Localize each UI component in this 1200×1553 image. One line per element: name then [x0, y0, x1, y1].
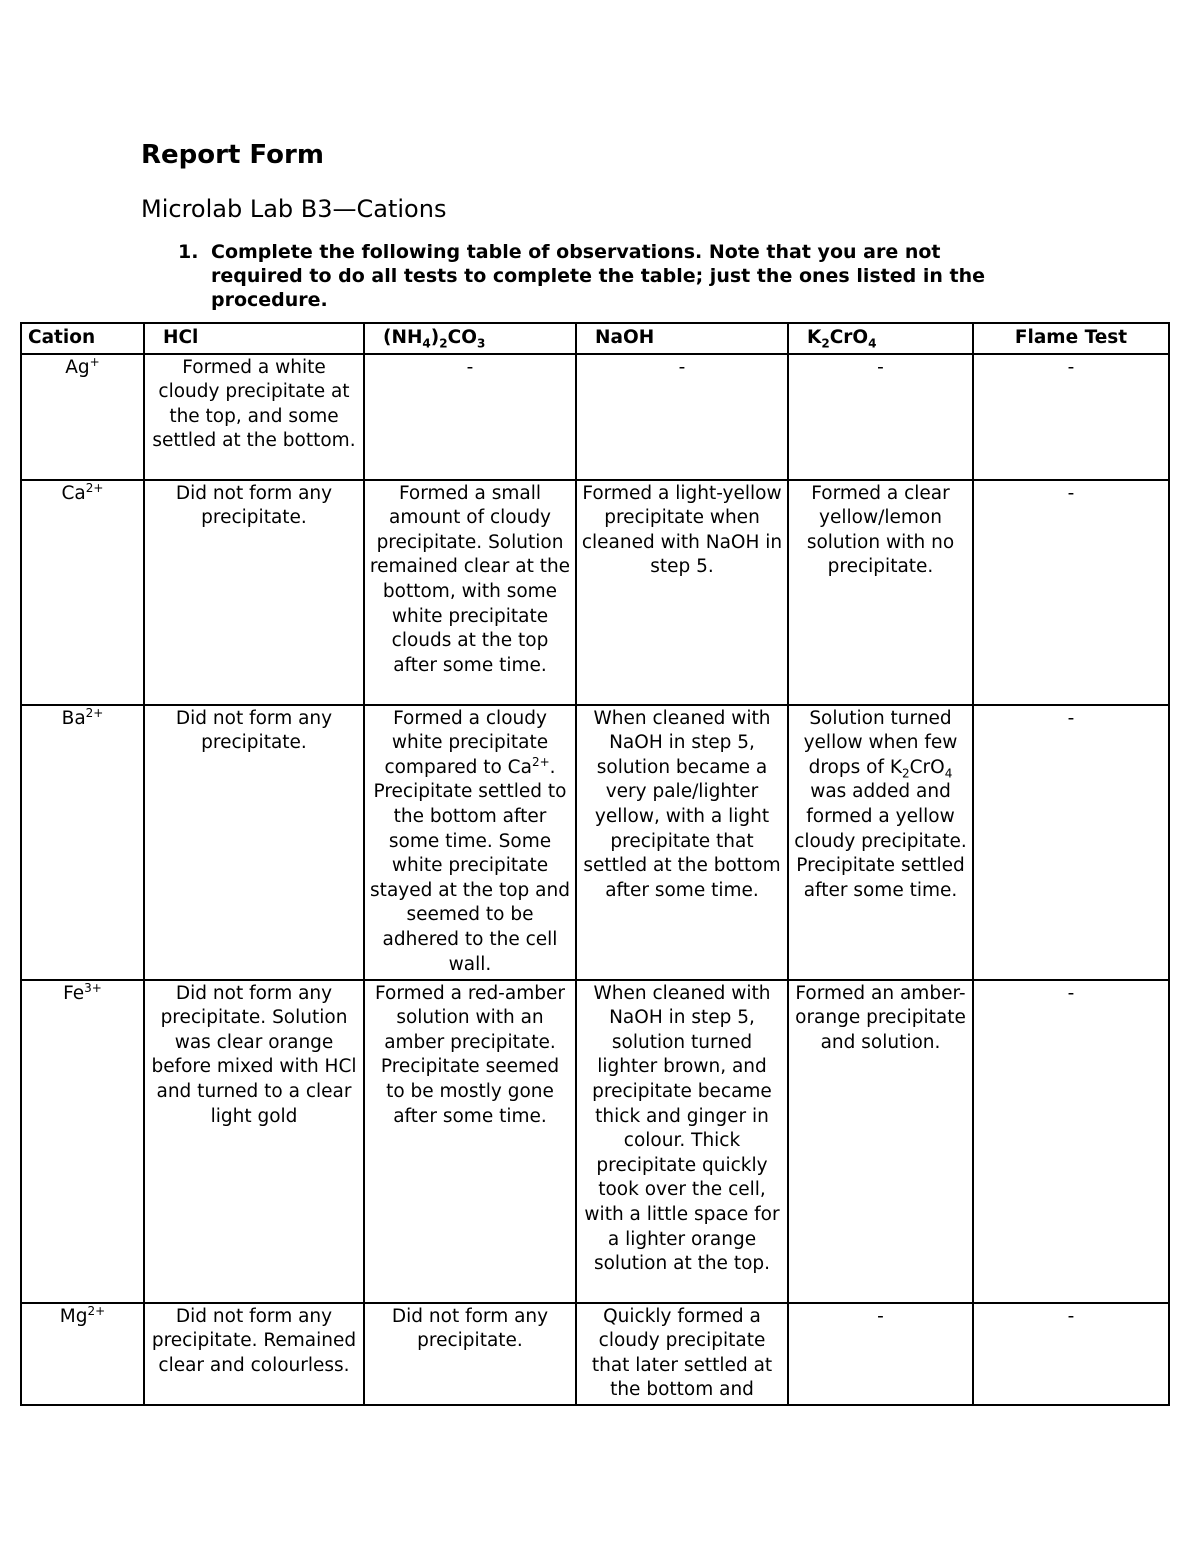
- cell-flame-test: -: [973, 480, 1169, 705]
- header-nh4co3: $(NH_4)_2CO_3$: [364, 323, 576, 354]
- cell-cation: $Ba^{2+}$: [21, 705, 144, 980]
- header-flame-test: Flame Test: [973, 323, 1169, 354]
- instruction-number: 1.: [178, 241, 199, 263]
- cell-flame-test: -: [973, 354, 1169, 480]
- cell-nh4co3: Formed a cloudy white precipitate compared to $Ca^{2+}$. Precipitate settled to the bottom after some time. Some white precipitate stayed at the top and seemed to be adhered to the cell wall.: [364, 705, 576, 980]
- cell-naoh: When cleaned with NaOH in step 5, solution became a very pale/lighter yellow, with a light precipitate that settled at the bottom after some time.: [576, 705, 788, 980]
- cell-cation: $Mg^{2+}$: [21, 1303, 144, 1405]
- cell-k2cro4: -: [788, 1303, 973, 1405]
- header-hcl: HCl: [144, 323, 364, 354]
- cell-k2cro4: Solution turned yellow when few drops of $K_2CrO_4$ was added and formed a yellow cloudy precipitate. Precipitate settled after some time.: [788, 705, 973, 980]
- cell-naoh-text: Quickly formed a cloudy precipitate that later settled at the bottom and: [591, 1305, 773, 1401]
- header-naoh: NaOH: [576, 323, 788, 354]
- cell-naoh: When cleaned with NaOH in step 5, solution turned lighter brown, and precipitate became thick and ginger in colour. Thick precipitate quickly took over the cell, with a little space for a lighter orange solution at the top.: [576, 980, 788, 1303]
- table-row-mg: [21, 1303, 1169, 1405]
- observations-table: [20, 322, 1170, 1406]
- cell-naoh: -: [576, 354, 788, 480]
- cell-naoh: Formed a light-yellow precipitate when cleaned with NaOH in step 5.: [576, 480, 788, 705]
- cell-nh4co3: Did not form any precipitate.: [364, 1303, 576, 1405]
- header-row: [21, 323, 1169, 354]
- table-row-ca: [21, 480, 1169, 705]
- report-title: Report Form: [141, 140, 324, 170]
- table-row-ba: [21, 705, 1169, 980]
- cell-k2cro4: Formed an amber-orange precipitate and solution.: [788, 980, 973, 1303]
- cell-k2cro4: -: [788, 354, 973, 480]
- header-cation: Cation: [21, 323, 144, 354]
- header-k2cro4: $K_2CrO_4$: [788, 323, 973, 354]
- table-row-ag: [21, 354, 1169, 480]
- lab-subtitle: Microlab Lab B3—Cations: [141, 195, 447, 223]
- instruction-text: Complete the following table of observations. Note that you are not required to do all tests to complete the table; just the ones listed in the procedure.: [211, 241, 986, 311]
- cell-hcl: Did not form any precipitate.: [144, 480, 364, 705]
- cell-nh4co3: Formed a small amount of cloudy precipitate. Solution remained clear at the bottom, with some white precipitate clouds at the top after some time.: [364, 480, 576, 705]
- cell-hcl: Did not form any precipitate. Solution was clear orange before mixed with HCl and turned to a clear light gold: [144, 980, 364, 1303]
- cell-flame-test: -: [973, 980, 1169, 1303]
- cell-naoh: [576, 1303, 788, 1405]
- cell-flame-test: -: [973, 705, 1169, 980]
- cell-cation: $Ca^{2+}$: [21, 480, 144, 705]
- cell-nh4co3: Formed a red-amber solution with an amber precipitate. Precipitate seemed to be mostly gone after some time.: [364, 980, 576, 1303]
- cell-hcl: Did not form any precipitate. Remained clear and colourless.: [144, 1303, 364, 1405]
- cell-k2cro4: Formed a clear yellow/lemon solution with no precipitate.: [788, 480, 973, 705]
- cell-hcl: Formed a white cloudy precipitate at the top, and some settled at the bottom.: [144, 354, 364, 480]
- cell-hcl: Did not form any precipitate.: [144, 705, 364, 980]
- instruction-item: [178, 240, 1038, 312]
- cell-cation: Ag+: [21, 354, 144, 480]
- cell-flame-test: -: [973, 1303, 1169, 1405]
- cell-nh4co3: -: [364, 354, 576, 480]
- cell-cation: $Fe^{3+}$: [21, 980, 144, 1303]
- table-row-fe: [21, 980, 1169, 1303]
